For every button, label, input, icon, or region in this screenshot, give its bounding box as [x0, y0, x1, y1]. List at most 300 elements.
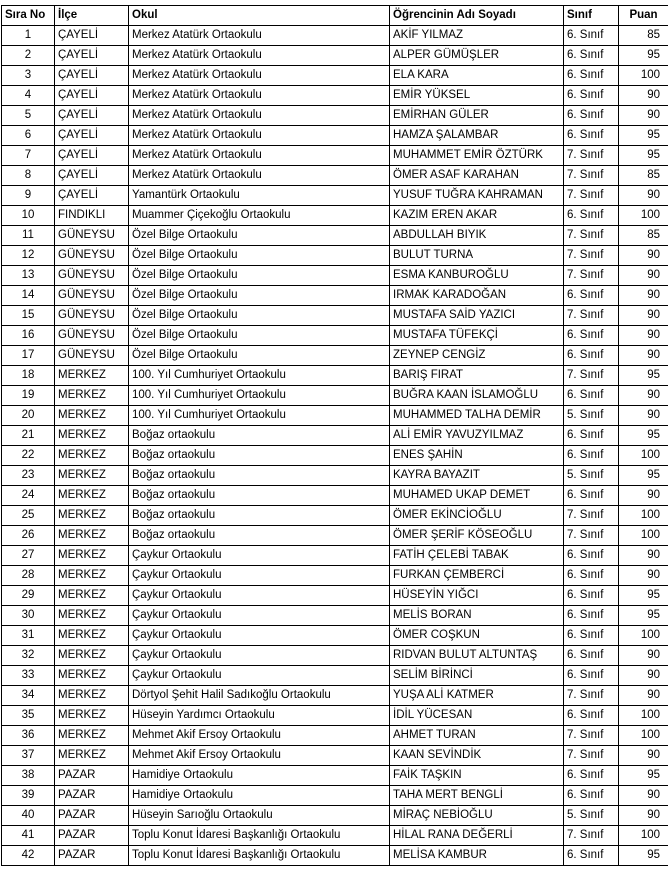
cell-ogrenci: BARIŞ FIRAT [390, 366, 564, 386]
cell-okul: Boğaz ortaokulu [129, 486, 390, 506]
table-row [2, 266, 668, 286]
cell-ilce: MERKEZ [55, 486, 129, 506]
cell-sinif: 6. Sınıf [564, 346, 619, 366]
cell-puan: 90 [619, 686, 668, 706]
cell-sinif: 7. Sınıf [564, 186, 619, 206]
cell-ogrenci: ENES ŞAHİN [390, 446, 564, 466]
cell-sinif: 7. Sınıf [564, 506, 619, 526]
cell-okul: Çaykur Ortaokulu [129, 606, 390, 626]
table-row [2, 846, 668, 866]
cell-ogrenci: FATİH ÇELEBİ TABAK [390, 546, 564, 566]
cell-sira-no: 40 [2, 806, 55, 826]
cell-sira-no: 30 [2, 606, 55, 626]
cell-ogrenci: MELİSA KAMBUR [390, 846, 564, 866]
cell-sinif: 6. Sınıf [564, 206, 619, 226]
cell-ogrenci: HAMZA ŞALAMBAR [390, 126, 564, 146]
cell-ogrenci: KAYRA BAYAZIT [390, 466, 564, 486]
cell-ilce: ÇAYELİ [55, 86, 129, 106]
table-row [2, 686, 668, 706]
cell-puan: 90 [619, 246, 668, 266]
cell-puan: 100 [619, 706, 668, 726]
table-row [2, 706, 668, 726]
cell-ogrenci: MUSTAFA TÜFEKÇİ [390, 326, 564, 346]
cell-sira-no: 3 [2, 66, 55, 86]
table-row [2, 526, 668, 546]
cell-sinif: 6. Sınıf [564, 326, 619, 346]
cell-sira-no: 15 [2, 306, 55, 326]
cell-okul: Çaykur Ortaokulu [129, 626, 390, 646]
cell-sinif: 6. Sınıf [564, 486, 619, 506]
cell-puan: 90 [619, 666, 668, 686]
cell-sira-no: 29 [2, 586, 55, 606]
cell-sira-no: 42 [2, 846, 55, 866]
table-row [2, 666, 668, 686]
cell-okul: Merkez Atatürk Ortaokulu [129, 46, 390, 66]
cell-okul: Mehmet Akif Ersoy Ortaokulu [129, 746, 390, 766]
cell-sinif: 6. Sınıf [564, 86, 619, 106]
cell-puan: 90 [619, 746, 668, 766]
cell-sira-no: 39 [2, 786, 55, 806]
table-row [2, 286, 668, 306]
cell-puan: 95 [619, 46, 668, 66]
cell-sira-no: 18 [2, 366, 55, 386]
cell-sinif: 7. Sınıf [564, 266, 619, 286]
cell-puan: 90 [619, 106, 668, 126]
cell-okul: Merkez Atatürk Ortaokulu [129, 166, 390, 186]
cell-puan: 95 [619, 426, 668, 446]
cell-sinif: 6. Sınıf [564, 846, 619, 866]
cell-ilce: MERKEZ [55, 626, 129, 646]
cell-ilce: GÜNEYSU [55, 226, 129, 246]
cell-puan: 95 [619, 466, 668, 486]
cell-puan: 100 [619, 526, 668, 546]
header-sinif: Sınıf [564, 6, 619, 26]
table-row [2, 246, 668, 266]
cell-ilce: MERKEZ [55, 726, 129, 746]
table-row [2, 406, 668, 426]
table-row [2, 106, 668, 126]
cell-ogrenci: MELİS BORAN [390, 606, 564, 626]
cell-okul: Özel Bilge Ortaokulu [129, 306, 390, 326]
cell-sira-no: 38 [2, 766, 55, 786]
table-row [2, 506, 668, 526]
cell-ogrenci: EMİRHAN GÜLER [390, 106, 564, 126]
cell-okul: Merkez Atatürk Ortaokulu [129, 146, 390, 166]
table-row [2, 326, 668, 346]
cell-sira-no: 26 [2, 526, 55, 546]
cell-okul: Merkez Atatürk Ortaokulu [129, 86, 390, 106]
cell-ogrenci: ÖMER ŞERİF KÖSEOĞLU [390, 526, 564, 546]
cell-puan: 100 [619, 626, 668, 646]
header-okul: Okul [129, 6, 390, 26]
header-ogrenci: Öğrencinin Adı Soyadı [390, 6, 564, 26]
cell-ilce: ÇAYELİ [55, 126, 129, 146]
header-row [2, 6, 668, 26]
cell-sira-no: 19 [2, 386, 55, 406]
cell-puan: 100 [619, 66, 668, 86]
cell-okul: Çaykur Ortaokulu [129, 586, 390, 606]
cell-sinif: 6. Sınıf [564, 426, 619, 446]
cell-okul: Merkez Atatürk Ortaokulu [129, 26, 390, 46]
table-row [2, 766, 668, 786]
cell-sira-no: 10 [2, 206, 55, 226]
cell-ogrenci: HİLAL RANA DEĞERLİ [390, 826, 564, 846]
table-row [2, 546, 668, 566]
cell-ogrenci: ÖMER COŞKUN [390, 626, 564, 646]
cell-sinif: 6. Sınıf [564, 706, 619, 726]
cell-ogrenci: EMİR YÜKSEL [390, 86, 564, 106]
cell-okul: Hamidiye Ortaokulu [129, 786, 390, 806]
cell-ilce: MERKEZ [55, 586, 129, 606]
cell-sira-no: 11 [2, 226, 55, 246]
cell-sinif: 6. Sınıf [564, 26, 619, 46]
cell-sira-no: 35 [2, 706, 55, 726]
cell-puan: 90 [619, 86, 668, 106]
table-row [2, 466, 668, 486]
cell-puan: 100 [619, 446, 668, 466]
cell-sira-no: 24 [2, 486, 55, 506]
cell-ilce: PAZAR [55, 786, 129, 806]
cell-okul: Özel Bilge Ortaokulu [129, 326, 390, 346]
cell-ogrenci: MUHAMMED TALHA DEMİR [390, 406, 564, 426]
cell-sira-no: 21 [2, 426, 55, 446]
cell-puan: 90 [619, 286, 668, 306]
cell-ilce: MERKEZ [55, 706, 129, 726]
cell-sira-no: 32 [2, 646, 55, 666]
cell-sira-no: 8 [2, 166, 55, 186]
cell-sinif: 5. Sınıf [564, 466, 619, 486]
cell-ilce: GÜNEYSU [55, 286, 129, 306]
cell-ilce: PAZAR [55, 806, 129, 826]
table-row [2, 826, 668, 846]
cell-ilce: GÜNEYSU [55, 306, 129, 326]
cell-sinif: 5. Sınıf [564, 406, 619, 426]
cell-sira-no: 41 [2, 826, 55, 846]
cell-puan: 95 [619, 586, 668, 606]
cell-ilce: MERKEZ [55, 666, 129, 686]
cell-sinif: 7. Sınıf [564, 726, 619, 746]
cell-sinif: 6. Sınıf [564, 106, 619, 126]
table-row [2, 746, 668, 766]
cell-sira-no: 37 [2, 746, 55, 766]
cell-sinif: 6. Sınıf [564, 386, 619, 406]
cell-ogrenci: İDİL YÜCESAN [390, 706, 564, 726]
cell-sinif: 7. Sınıf [564, 526, 619, 546]
table-row [2, 726, 668, 746]
cell-ilce: MERKEZ [55, 566, 129, 586]
cell-okul: Özel Bilge Ortaokulu [129, 246, 390, 266]
cell-puan: 95 [619, 846, 668, 866]
cell-sira-no: 2 [2, 46, 55, 66]
table-row [2, 486, 668, 506]
table-row [2, 26, 668, 46]
cell-ilce: MERKEZ [55, 546, 129, 566]
cell-okul: Mehmet Akif Ersoy Ortaokulu [129, 726, 390, 746]
cell-ilce: MERKEZ [55, 506, 129, 526]
cell-sira-no: 4 [2, 86, 55, 106]
header-ilce: İlçe [55, 6, 129, 26]
header-puan: Puan [619, 6, 668, 26]
cell-sinif: 6. Sınıf [564, 126, 619, 146]
cell-sinif: 5. Sınıf [564, 806, 619, 826]
cell-sira-no: 1 [2, 26, 55, 46]
cell-ilce: GÜNEYSU [55, 246, 129, 266]
cell-ogrenci: ABDULLAH BIYIK [390, 226, 564, 246]
table-row [2, 606, 668, 626]
cell-okul: 100. Yıl Cumhuriyet Ortaokulu [129, 366, 390, 386]
cell-okul: Toplu Konut İdaresi Başkanlığı Ortaokulu [129, 826, 390, 846]
cell-sira-no: 17 [2, 346, 55, 366]
table-row [2, 626, 668, 646]
cell-sira-no: 22 [2, 446, 55, 466]
cell-sira-no: 20 [2, 406, 55, 426]
cell-ogrenci: ÖMER ASAF KARAHAN [390, 166, 564, 186]
cell-sinif: 7. Sınıf [564, 686, 619, 706]
table-row [2, 46, 668, 66]
table-row [2, 386, 668, 406]
cell-sinif: 6. Sınıf [564, 286, 619, 306]
cell-ogrenci: YUŞA ALİ KATMER [390, 686, 564, 706]
cell-ogrenci: AKİF YILMAZ [390, 26, 564, 46]
cell-sinif: 6. Sınıf [564, 546, 619, 566]
cell-ogrenci: ALPER GÜMÜŞLER [390, 46, 564, 66]
cell-ilce: ÇAYELİ [55, 106, 129, 126]
cell-okul: Merkez Atatürk Ortaokulu [129, 66, 390, 86]
cell-okul: 100. Yıl Cumhuriyet Ortaokulu [129, 386, 390, 406]
cell-okul: Çaykur Ortaokulu [129, 666, 390, 686]
cell-okul: Boğaz ortaokulu [129, 506, 390, 526]
table-row [2, 146, 668, 166]
cell-okul: Özel Bilge Ortaokulu [129, 346, 390, 366]
cell-ilce: ÇAYELİ [55, 46, 129, 66]
cell-okul: Boğaz ortaokulu [129, 466, 390, 486]
cell-okul: Boğaz ortaokulu [129, 446, 390, 466]
cell-ilce: MERKEZ [55, 686, 129, 706]
cell-okul: Yamantürk Ortaokulu [129, 186, 390, 206]
cell-ilce: MERKEZ [55, 526, 129, 546]
table-row [2, 426, 668, 446]
cell-sinif: 7. Sınıf [564, 146, 619, 166]
cell-sira-no: 6 [2, 126, 55, 146]
table-row [2, 66, 668, 86]
cell-sira-no: 5 [2, 106, 55, 126]
cell-puan: 90 [619, 386, 668, 406]
cell-ilce: MERKEZ [55, 466, 129, 486]
cell-sira-no: 34 [2, 686, 55, 706]
results-table [1, 5, 668, 866]
cell-okul: Dörtyol Şehit Halil Sadıkoğlu Ortaokulu [129, 686, 390, 706]
cell-okul: Hüseyin Yardımcı Ortaokulu [129, 706, 390, 726]
cell-puan: 90 [619, 266, 668, 286]
cell-ilce: MERKEZ [55, 606, 129, 626]
cell-ogrenci: TAHA MERT BENGLİ [390, 786, 564, 806]
table-row [2, 86, 668, 106]
cell-puan: 90 [619, 566, 668, 586]
cell-ogrenci: MİRAÇ NEBİOĞLU [390, 806, 564, 826]
cell-puan: 95 [619, 766, 668, 786]
cell-ilce: MERKEZ [55, 386, 129, 406]
cell-ogrenci: ZEYNEP CENGİZ [390, 346, 564, 366]
cell-ilce: FINDIKLI [55, 206, 129, 226]
cell-sinif: 7. Sınıf [564, 826, 619, 846]
cell-sinif: 7. Sınıf [564, 166, 619, 186]
cell-ogrenci: FURKAN ÇEMBERCİ [390, 566, 564, 586]
cell-sira-no: 13 [2, 266, 55, 286]
table-row [2, 166, 668, 186]
cell-ilce: ÇAYELİ [55, 166, 129, 186]
cell-puan: 85 [619, 166, 668, 186]
cell-okul: Boğaz ortaokulu [129, 526, 390, 546]
cell-sinif: 7. Sınıf [564, 226, 619, 246]
table-row [2, 366, 668, 386]
cell-ogrenci: SELİM BİRİNCİ [390, 666, 564, 686]
cell-sinif: 7. Sınıf [564, 246, 619, 266]
cell-puan: 90 [619, 186, 668, 206]
cell-okul: Muammer Çiçekoğlu Ortaokulu [129, 206, 390, 226]
cell-puan: 95 [619, 606, 668, 626]
cell-ogrenci: MUSTAFA SAİD YAZICI [390, 306, 564, 326]
cell-puan: 95 [619, 126, 668, 146]
table-row [2, 226, 668, 246]
cell-sira-no: 12 [2, 246, 55, 266]
cell-ilce: GÜNEYSU [55, 266, 129, 286]
cell-sira-no: 36 [2, 726, 55, 746]
cell-okul: Hüseyin Sarıoğlu Ortaokulu [129, 806, 390, 826]
cell-ogrenci: KAAN SEVİNDİK [390, 746, 564, 766]
table-row [2, 126, 668, 146]
cell-okul: Özel Bilge Ortaokulu [129, 226, 390, 246]
table-row [2, 786, 668, 806]
cell-sinif: 6. Sınıf [564, 446, 619, 466]
cell-ogrenci: MUHAMED UKAP DEMET [390, 486, 564, 506]
cell-ilce: MERKEZ [55, 646, 129, 666]
cell-puan: 90 [619, 546, 668, 566]
cell-ilce: GÜNEYSU [55, 346, 129, 366]
cell-ogrenci: YUSUF TUĞRA KAHRAMAN [390, 186, 564, 206]
cell-sira-no: 7 [2, 146, 55, 166]
cell-puan: 90 [619, 486, 668, 506]
cell-sira-no: 9 [2, 186, 55, 206]
cell-puan: 85 [619, 226, 668, 246]
table-row [2, 206, 668, 226]
cell-sinif: 6. Sınıf [564, 66, 619, 86]
cell-sira-no: 23 [2, 466, 55, 486]
cell-sinif: 7. Sınıf [564, 746, 619, 766]
cell-sira-no: 31 [2, 626, 55, 646]
cell-puan: 95 [619, 366, 668, 386]
cell-okul: Çaykur Ortaokulu [129, 646, 390, 666]
cell-sira-no: 25 [2, 506, 55, 526]
cell-sinif: 6. Sınıf [564, 666, 619, 686]
cell-sinif: 6. Sınıf [564, 766, 619, 786]
cell-ogrenci: ÖMER EKİNCİOĞLU [390, 506, 564, 526]
cell-puan: 85 [619, 26, 668, 46]
cell-puan: 100 [619, 826, 668, 846]
cell-okul: Özel Bilge Ortaokulu [129, 266, 390, 286]
cell-ogrenci: KAZIM EREN AKAR [390, 206, 564, 226]
cell-ilce: MERKEZ [55, 366, 129, 386]
cell-sinif: 6. Sınıf [564, 786, 619, 806]
cell-ogrenci: HÜSEYİN YIĞCI [390, 586, 564, 606]
cell-ogrenci: BUĞRA KAAN İSLAMOĞLU [390, 386, 564, 406]
cell-ilce: ÇAYELİ [55, 26, 129, 46]
cell-puan: 95 [619, 146, 668, 166]
cell-puan: 100 [619, 206, 668, 226]
cell-sira-no: 27 [2, 546, 55, 566]
cell-ogrenci: IRMAK KARADOĞAN [390, 286, 564, 306]
cell-ogrenci: AHMET TURAN [390, 726, 564, 746]
cell-ilce: PAZAR [55, 826, 129, 846]
cell-ilce: MERKEZ [55, 406, 129, 426]
cell-ilce: MERKEZ [55, 746, 129, 766]
header-sira-no: Sıra No [2, 6, 55, 26]
cell-ogrenci: MUHAMMET EMİR ÖZTÜRK [390, 146, 564, 166]
cell-puan: 90 [619, 346, 668, 366]
cell-puan: 90 [619, 786, 668, 806]
cell-sinif: 6. Sınıf [564, 46, 619, 66]
table-row [2, 186, 668, 206]
cell-sinif: 6. Sınıf [564, 586, 619, 606]
cell-sinif: 6. Sınıf [564, 626, 619, 646]
cell-sinif: 7. Sınıf [564, 366, 619, 386]
cell-okul: Toplu Konut İdaresi Başkanlığı Ortaokulu [129, 846, 390, 866]
cell-puan: 90 [619, 406, 668, 426]
cell-okul: Merkez Atatürk Ortaokulu [129, 106, 390, 126]
cell-ilce: PAZAR [55, 766, 129, 786]
table-row [2, 346, 668, 366]
table-row [2, 586, 668, 606]
cell-puan: 90 [619, 646, 668, 666]
cell-puan: 100 [619, 506, 668, 526]
cell-ogrenci: RIDVAN BULUT ALTUNTAŞ [390, 646, 564, 666]
table-row [2, 306, 668, 326]
cell-sira-no: 28 [2, 566, 55, 586]
cell-puan: 90 [619, 306, 668, 326]
table-row [2, 446, 668, 466]
cell-ogrenci: BULUT TURNA [390, 246, 564, 266]
cell-okul: Özel Bilge Ortaokulu [129, 286, 390, 306]
cell-puan: 90 [619, 806, 668, 826]
cell-ilce: MERKEZ [55, 446, 129, 466]
table-row [2, 806, 668, 826]
cell-puan: 100 [619, 726, 668, 746]
cell-sira-no: 16 [2, 326, 55, 346]
cell-okul: Boğaz ortaokulu [129, 426, 390, 446]
cell-ogrenci: ESMA KANBUROĞLU [390, 266, 564, 286]
cell-sinif: 6. Sınıf [564, 646, 619, 666]
cell-okul: Merkez Atatürk Ortaokulu [129, 126, 390, 146]
cell-okul: Çaykur Ortaokulu [129, 566, 390, 586]
cell-okul: 100. Yıl Cumhuriyet Ortaokulu [129, 406, 390, 426]
cell-ilce: MERKEZ [55, 426, 129, 446]
cell-okul: Hamidiye Ortaokulu [129, 766, 390, 786]
cell-ogrenci: ALİ EMİR YAVUZYILMAZ [390, 426, 564, 446]
cell-sira-no: 14 [2, 286, 55, 306]
table-row [2, 646, 668, 666]
cell-ilce: ÇAYELİ [55, 66, 129, 86]
cell-ilce: GÜNEYSU [55, 326, 129, 346]
cell-ilce: ÇAYELİ [55, 186, 129, 206]
cell-sinif: 6. Sınıf [564, 566, 619, 586]
cell-ogrenci: ELA KARA [390, 66, 564, 86]
table-row [2, 566, 668, 586]
table-body [2, 26, 668, 866]
cell-sira-no: 33 [2, 666, 55, 686]
cell-sinif: 6. Sınıf [564, 606, 619, 626]
cell-ogrenci: FAİK TAŞKIN [390, 766, 564, 786]
cell-ilce: ÇAYELİ [55, 146, 129, 166]
cell-puan: 90 [619, 326, 668, 346]
